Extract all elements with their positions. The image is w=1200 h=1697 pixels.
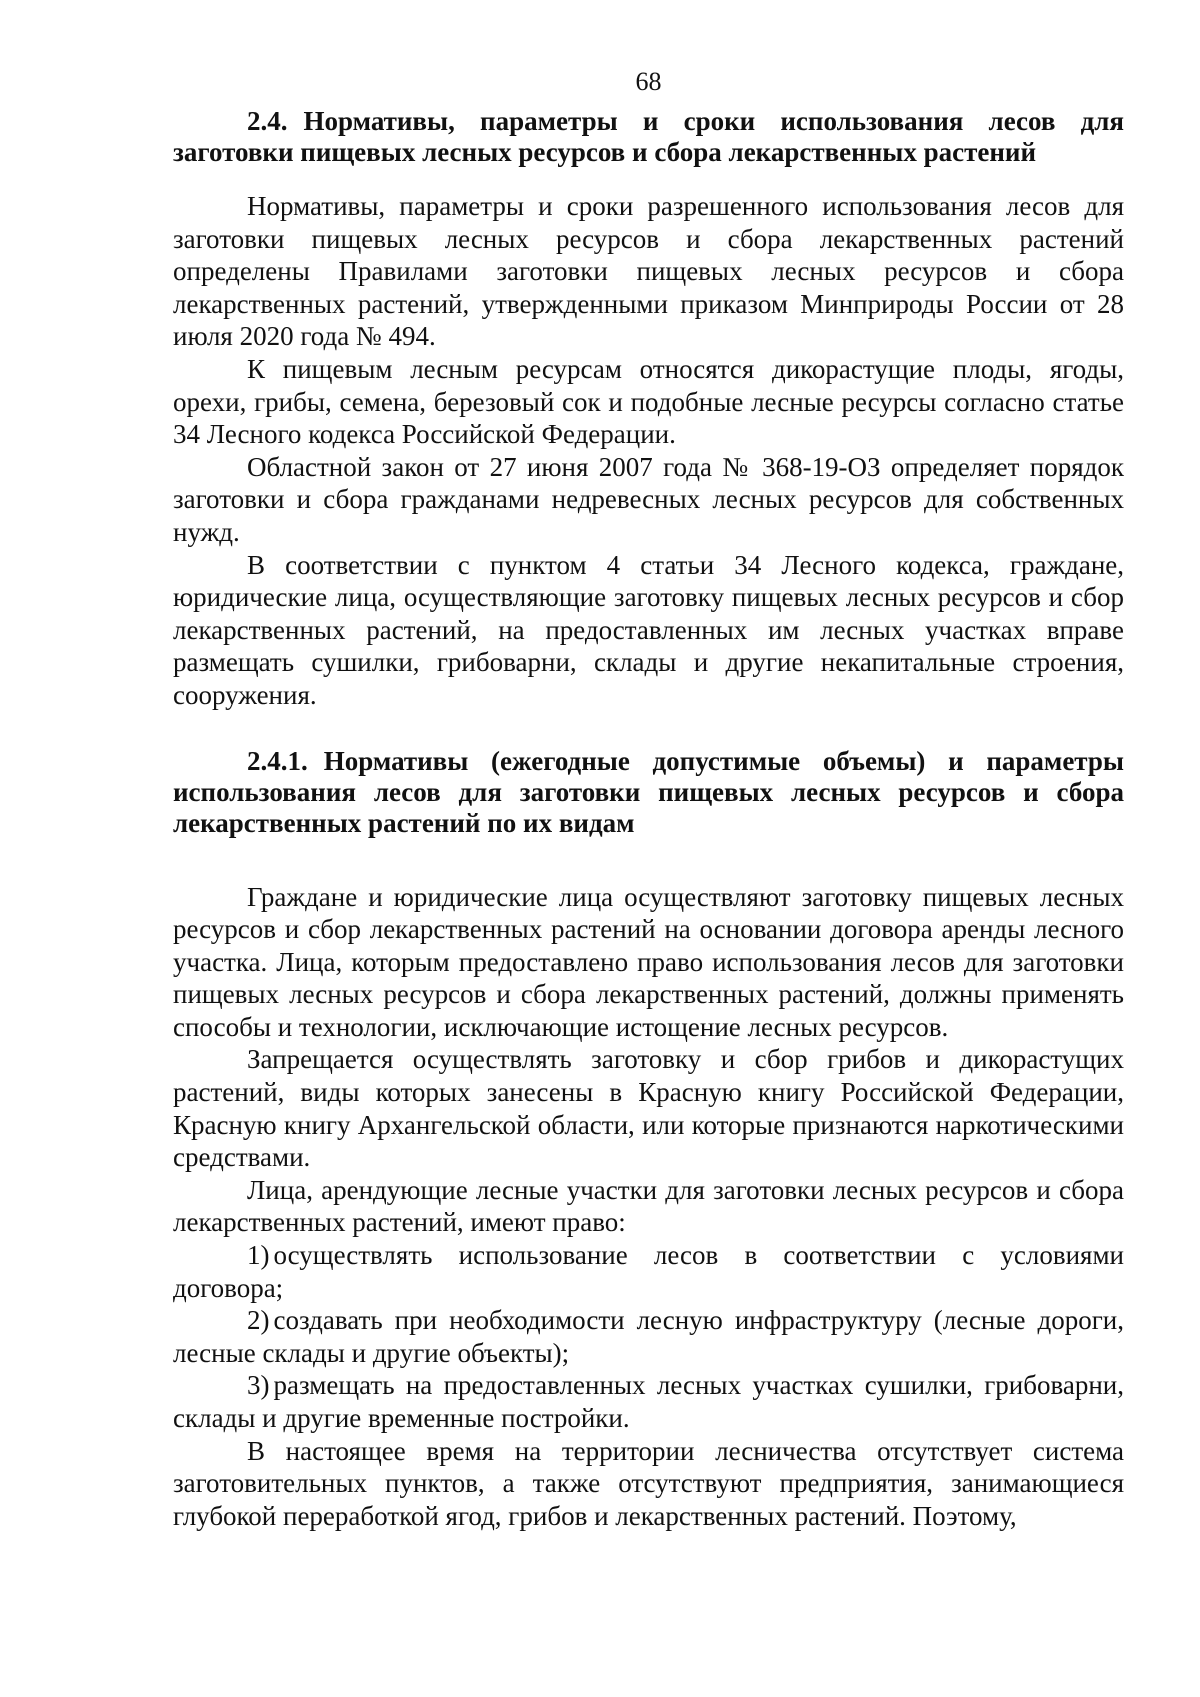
page-number: 68 [635,67,662,96]
list-item-text: осуществлять использование лесов в соответствии с условиями договора; [173,1240,1124,1303]
subsection-number: 2.4.1. [247,745,308,776]
list-item-text: создавать при необходимости лесную инфраструктуру (лесные дороги, лесные склады и другие объекты); [173,1305,1124,1368]
list-item [173,1304,1124,1369]
list-item [173,1239,1124,1304]
list-item [173,1369,1124,1434]
section-number: 2.4. [247,106,288,136]
list-item-text: размещать на предоставленных лесных участках сушилки, грибоварни, склады и другие временные постройки. [173,1370,1124,1433]
subsection-title: Нормативы (ежегодные допустимые объемы) и параметры использования лесов для заготовки пищевых лесных ресурсов и сбора лекарственных растений по их видам [173,745,1124,838]
paragraph: Лица, арендующие лесные участки для заготовки лесных ресурсов и сбора лекарственных растений, имеют право: [173,1174,1124,1238]
subsection-heading [173,746,1124,839]
paragraph: Граждане и юридические лица осуществляют заготовку пищевых лесных ресурсов и сбор лекарственных растений на основании договора аренды лесного участка. Лица, которым предоставлено право использования лесов для заготовки пищевых лесных ресурсов и сбора лекарственных растений, должны применять способы и технологии, исключающие истощение лесных ресурсов. [173,881,1124,1042]
paragraph: В соответствии с пунктом 4 статьи 34 Лесного кодекса, граждане, юридические лица, осуществляющие заготовку пищевых лесных ресурсов и сбор лекарственных растений, на предоставленных им лесных участках вправе размещать сушилки, грибоварни, склады и другие некапитальные строения, сооружения. [173,549,1124,710]
paragraph: Областной закон от 27 июня 2007 года № 368-19-ОЗ определяет порядок заготовки и сбора гражданами недревесных лесных ресурсов для собственных нужд. [173,451,1124,547]
paragraph: К пищевым лесным ресурсам относятся дикорастущие плоды, ягоды, орехи, грибы, семена, березовый сок и подобные лесные ресурсы согласно статье 34 Лесного кодекса Российской Федерации. [173,353,1124,450]
section-title: Нормативы, параметры и сроки использования лесов для заготовки пищевых лесных ресурсов и сбора лекарственных растений [173,106,1124,167]
list-marker: 3) [247,1370,270,1401]
paragraph: Нормативы, параметры и сроки разрешенного использования лесов для заготовки пищевых лесных ресурсов и сбора лекарственных растений определены Правилами заготовки пищевых лесных ресурсов и сбора лекарственных растений, утвержденными приказом Минприроды России от 28 июля 2020 года № 494. [173,191,1124,352]
document-page [173,66,1124,1532]
list-marker: 1) [247,1240,270,1271]
paragraph: В настоящее время на территории лесничества отсутствует система заготовительных пунктов, а также отсутствуют предприятия, занимающиеся глубокой переработкой ягод, грибов и лекарственных растений. Поэтому, [173,1435,1124,1531]
paragraph: Запрещается осуществлять заготовку и сбор грибов и дикорастущих растений, виды которых занесены в Красную книгу Российской Федерации, Красную книгу Архангельской области, или которые признаются наркотическими средствами. [173,1044,1124,1173]
list-marker: 2) [247,1305,270,1336]
section-heading [173,106,1124,168]
